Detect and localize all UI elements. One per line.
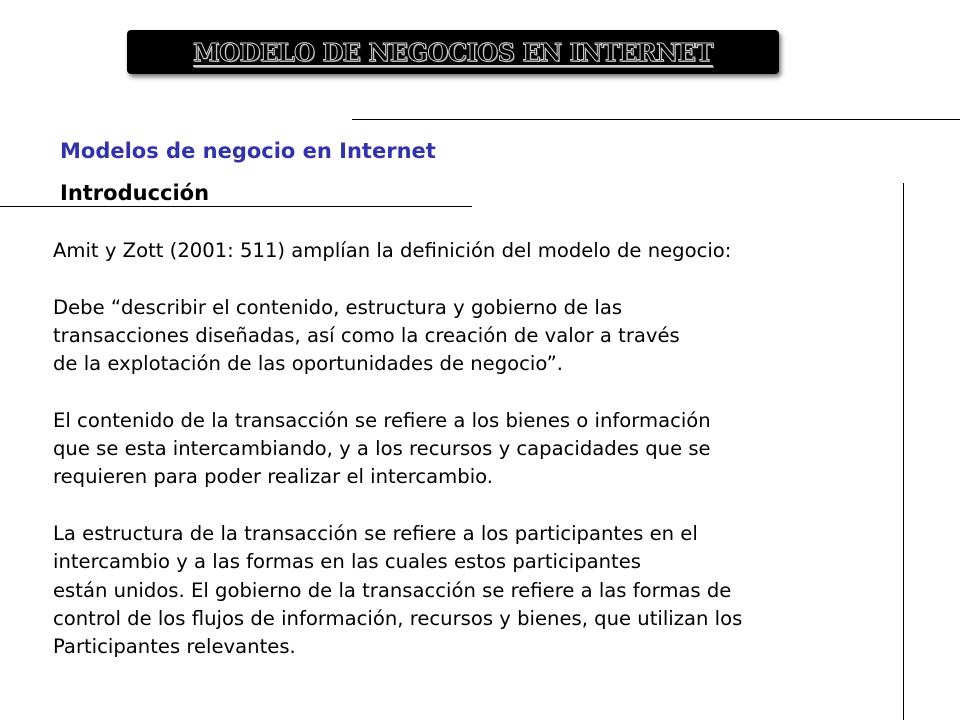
paragraph-line: control de los flujos de información, recursos y bienes, que utilizan los (53, 606, 743, 630)
paragraph-gap (53, 265, 923, 293)
slide-subtitle: Modelos de negocio en Internet (60, 139, 436, 163)
heading-divider (0, 206, 472, 207)
paragraph-line: intercambio y a las formas en las cuales estos participantes (53, 550, 642, 574)
paragraph-line: El contenido de la transacción se refiere a los bienes o información (53, 408, 711, 432)
top-divider (352, 119, 960, 120)
paragraph-line: Amit y Zott (2001: 511) amplían la definición del modelo de negocio: (53, 239, 732, 262)
paragraph-line: La estructura de la transacción se refiere a los participantes en el (53, 521, 698, 545)
title-banner (127, 30, 779, 74)
slide-title: MODELO DE NEGOCIOS EN INTERNET (193, 37, 713, 67)
paragraph-gap (53, 378, 923, 406)
paragraph-gap (53, 492, 923, 520)
paragraph-line: Debe “describir el contenido, estructura y gobierno de las (53, 295, 623, 319)
paragraph-line: Participantes relevantes. (53, 635, 296, 659)
paragraph-line: están unidos. El gobierno de la transacción se refiere a las formas de (53, 578, 732, 602)
paragraph-line: transacciones diseñadas, así como la creación de valor a través (53, 323, 680, 347)
paragraph-line: de la explotación de las oportunidades de negocio”. (53, 352, 564, 376)
section-heading: Introducción (60, 181, 210, 205)
paragraph-line: requieren para poder realizar el intercambio. (53, 465, 494, 489)
body-text (53, 237, 923, 661)
paragraph-line: que se esta intercambiando, y a los recursos y capacidades que se (53, 437, 711, 461)
